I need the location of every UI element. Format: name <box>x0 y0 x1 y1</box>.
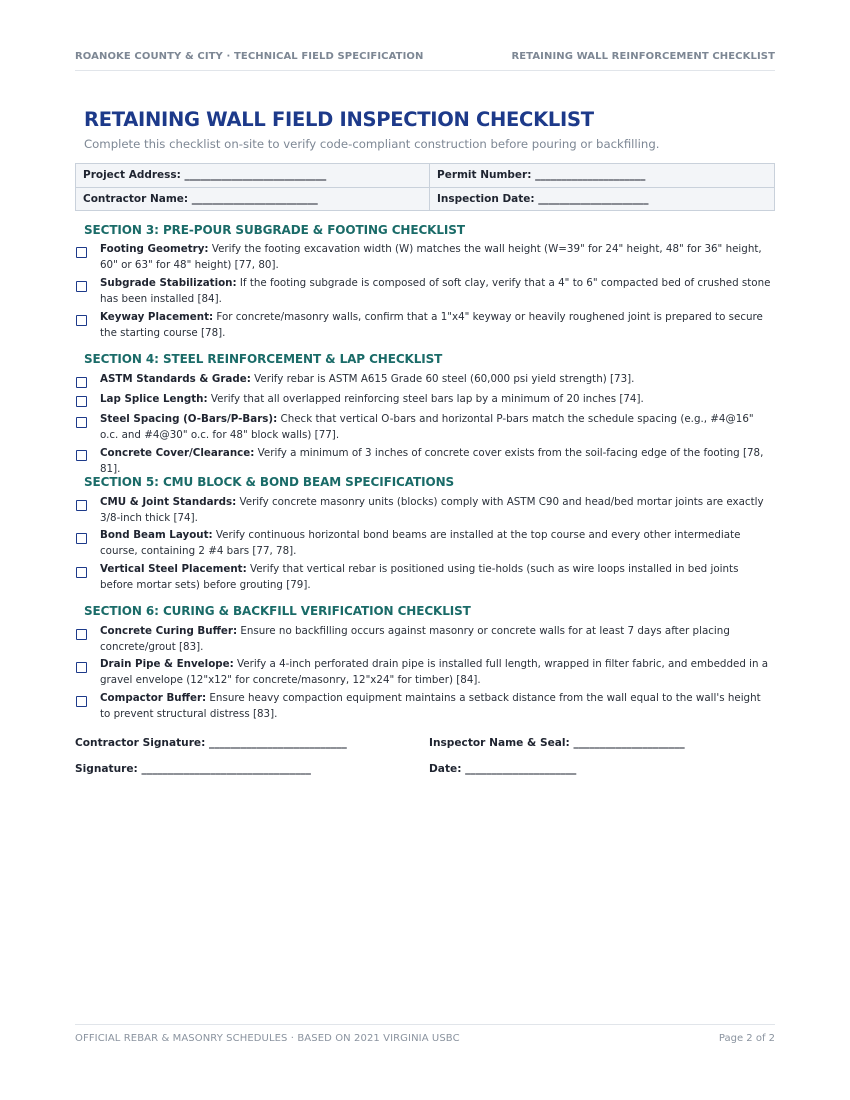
project-address-field[interactable]: Project Address: ___________________________ <box>76 164 430 187</box>
item-description: Verify rebar is ASTM A615 Grade 60 steel (60,000 psi yield strength) [73]. <box>250 373 635 385</box>
item-description: Verify a 4-inch perforated drain pipe is installed full length, wrapped in filter fabric, and embedded in a gravel envelope (12"x12" for concrete/masonry, 12"x24" for timber) [84]. <box>100 658 769 686</box>
item-description: Check that vertical O-bars and horizontal P-bars match the schedule spacing (e.g., #4@16" o.c. and #4@30" o.c. for 48" block walls) [77]. <box>100 413 754 441</box>
item-text <box>100 446 772 477</box>
section-5-heading: SECTION 5: CMU BLOCK & BOND BEAM SPECIFICATIONS <box>84 475 455 489</box>
section-3-heading: SECTION 3: PRE-POUR SUBGRADE & FOOTING CHECKLIST <box>84 223 465 237</box>
checkbox[interactable] <box>76 281 87 292</box>
inspector-name-seal-field[interactable]: Inspector Name & Seal: _____________________ <box>429 737 685 749</box>
item-label: Subgrade Stabilization: <box>100 277 237 289</box>
item-label: Concrete Cover/Clearance: <box>100 447 255 459</box>
checkbox[interactable] <box>76 450 87 461</box>
checkbox[interactable] <box>76 500 87 511</box>
item-label: Keyway Placement: <box>100 311 214 323</box>
item-text <box>100 495 772 526</box>
checkbox[interactable] <box>76 567 87 578</box>
page-footer <box>75 1024 775 1055</box>
item-label: Compactor Buffer: <box>100 692 207 704</box>
item-text <box>100 242 772 273</box>
item-text <box>100 310 772 341</box>
header-right-text: RETAINING WALL REINFORCEMENT CHECKLIST <box>511 51 775 62</box>
item-label: CMU & Joint Standards: <box>100 496 237 508</box>
footer-left-text: OFFICIAL REBAR & MASONRY SCHEDULES · BASED ON 2021 VIRGINIA USBC <box>75 1033 460 1044</box>
checkbox[interactable] <box>76 417 87 428</box>
checkbox[interactable] <box>76 247 87 258</box>
date-field[interactable]: Date: _____________________ <box>429 763 577 775</box>
item-description: If the footing subgrade is composed of soft clay, verify that a 4" to 6" compacted bed of crushed stone has been installed [84]. <box>100 277 771 305</box>
running-header <box>75 50 775 71</box>
item-text <box>100 691 772 722</box>
item-description: Verify concrete masonry units (blocks) comply with ASTM C90 and head/bed mortar joints are exactly 3/8-inch thick [74]. <box>100 496 764 524</box>
item-description: Verify a minimum of 3 inches of concrete cover exists from the soil-facing edge of the footing [78, 81]. <box>100 447 764 475</box>
checkbox[interactable] <box>76 396 87 407</box>
signature-field[interactable]: Signature: ________________________________ <box>75 763 311 775</box>
item-label: ASTM Standards & Grade: <box>100 373 251 385</box>
item-text <box>100 276 772 307</box>
item-text <box>100 562 772 593</box>
item-text <box>100 624 772 655</box>
checkbox[interactable] <box>76 629 87 640</box>
page-title: RETAINING WALL FIELD INSPECTION CHECKLIST <box>84 108 594 131</box>
project-info-table <box>75 163 775 211</box>
item-label: Vertical Steel Placement: <box>100 563 247 575</box>
inspection-date-field[interactable]: Inspection Date: _____________________ <box>437 193 649 205</box>
item-text <box>100 412 772 443</box>
checkbox[interactable] <box>76 696 87 707</box>
checkbox[interactable] <box>76 377 87 388</box>
item-label: Lap Splice Length: <box>100 393 208 405</box>
page <box>75 0 775 1100</box>
permit-number-field[interactable]: Permit Number: _____________________ <box>437 169 646 181</box>
item-description: Ensure heavy compaction equipment maintains a setback distance from the wall equal to the wall's height to prevent structural distress [83]. <box>100 692 761 720</box>
item-description: For concrete/masonry walls, confirm that a 1"x4" keyway or heavily roughened joint is prepared to secure the starting course [78]. <box>100 311 763 339</box>
section-6-heading: SECTION 6: CURING & BACKFILL VERIFICATION CHECKLIST <box>84 604 471 618</box>
header-left-text: ROANOKE COUNTY & CITY · TECHNICAL FIELD SPECIFICATION <box>75 51 424 62</box>
item-label: Footing Geometry: <box>100 243 209 255</box>
checkbox[interactable] <box>76 533 87 544</box>
item-label: Steel Spacing (O-Bars/P-Bars): <box>100 413 278 425</box>
contractor-name-field[interactable]: Contractor Name: ________________________ <box>76 188 430 210</box>
item-description: Verify that all overlapped reinforcing steel bars lap by a minimum of 20 inches [74]. <box>207 393 644 405</box>
item-description: Verify continuous horizontal bond beams are installed at the top course and every other intermediate course, containing 2 #4 bars [77, 78]. <box>100 529 741 557</box>
checkbox[interactable] <box>76 315 87 326</box>
item-text <box>100 657 772 688</box>
section-4-heading: SECTION 4: STEEL REINFORCEMENT & LAP CHECKLIST <box>84 352 443 366</box>
item-description: Verify the footing excavation width (W) matches the wall height (W=39" for 24" height, 48" for 36" height, 60" or 63" for 48" height) [77, 80]. <box>100 243 762 271</box>
page-subtitle: Complete this checklist on-site to verify code-compliant construction before pouring or backfilling. <box>84 137 660 151</box>
item-description: Verify that vertical rebar is positioned using tie-holds (such as wire loops installed in bed joints before mortar sets) before grouting [79]. <box>100 563 739 591</box>
info-row <box>76 188 774 210</box>
info-row <box>76 164 774 188</box>
item-text <box>100 392 772 408</box>
item-description: Ensure no backfilling occurs against masonry or concrete walls for at least 7 days after placing concrete/grout [83]. <box>100 625 730 653</box>
contractor-signature-field[interactable]: Contractor Signature: __________________________ <box>75 737 347 749</box>
item-text <box>100 528 772 559</box>
item-label: Concrete Curing Buffer: <box>100 625 238 637</box>
item-label: Bond Beam Layout: <box>100 529 213 541</box>
item-label: Drain Pipe & Envelope: <box>100 658 234 670</box>
page-number: Page 2 of 2 <box>718 1033 775 1044</box>
item-text <box>100 372 772 388</box>
checkbox[interactable] <box>76 662 87 673</box>
